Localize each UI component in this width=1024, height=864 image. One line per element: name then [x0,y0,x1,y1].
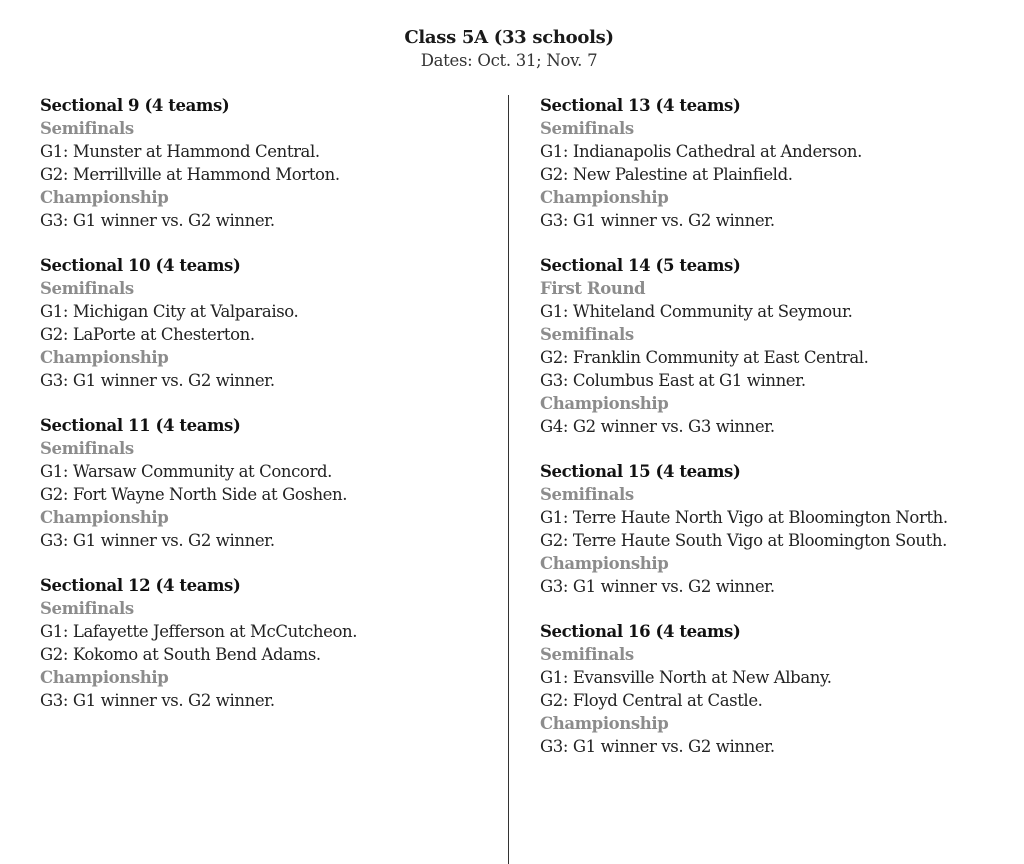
sectional-block [540,254,980,438]
sectional-title: Sectional 13 (4 teams) [540,96,741,115]
game-line: G1: Terre Haute North Vigo at Bloomington North. [540,508,948,527]
sectional-block [540,460,980,598]
sectional-block [40,574,480,712]
round-label: Championship [540,188,669,207]
left-column [40,94,480,734]
game-line: G2: LaPorte at Chesterton. [40,325,255,344]
game-line: G1: Evansville North at New Albany. [540,668,832,687]
game-line: G3: G1 winner vs. G2 winner. [540,211,775,230]
sectional-block [540,620,980,758]
game-line: G3: G1 winner vs. G2 winner. [40,531,275,550]
game-line: G2: Kokomo at South Bend Adams. [40,645,321,664]
round-label: Semifinals [40,439,134,458]
page-header [0,26,1018,72]
game-line: G3: G1 winner vs. G2 winner. [540,737,775,756]
sectional-block [40,254,480,392]
game-line: G1: Lafayette Jefferson at McCutcheon. [40,622,358,641]
sectional-title: Sectional 10 (4 teams) [40,256,241,275]
sectional-title: Sectional 11 (4 teams) [40,416,241,435]
game-line: G3: Columbus East at G1 winner. [540,371,806,390]
round-label: Semifinals [540,325,634,344]
sectional-block [40,94,480,232]
sectional-block [540,94,980,232]
round-label: Semifinals [40,599,134,618]
sectional-title: Sectional 15 (4 teams) [540,462,741,481]
column-divider [508,95,509,864]
game-line: G1: Warsaw Community at Concord. [40,462,332,481]
round-label: Semifinals [40,279,134,298]
game-line: G4: G2 winner vs. G3 winner. [540,417,775,436]
game-line: G1: Munster at Hammond Central. [40,142,320,161]
game-line: G2: Terre Haute South Vigo at Bloomington South. [540,531,947,550]
game-line: G3: G1 winner vs. G2 winner. [540,577,775,596]
page-title: Class 5A (33 schools) [404,27,614,48]
round-label: Championship [40,348,169,367]
round-label: Championship [40,188,169,207]
round-label: Semifinals [540,485,634,504]
dates-line: Dates: Oct. 31; Nov. 7 [420,51,598,70]
sectional-title: Sectional 9 (4 teams) [40,96,230,115]
round-label: Semifinals [40,119,134,138]
round-label: Championship [40,668,169,687]
game-line: G2: New Palestine at Plainfield. [540,165,793,184]
game-line: G3: G1 winner vs. G2 winner. [40,211,275,230]
game-line: G2: Fort Wayne North Side at Goshen. [40,485,348,504]
sectional-title: Sectional 14 (5 teams) [540,256,741,275]
round-label: Semifinals [540,645,634,664]
game-line: G3: G1 winner vs. G2 winner. [40,371,275,390]
game-line: G3: G1 winner vs. G2 winner. [40,691,275,710]
round-label: Championship [540,554,669,573]
sectional-title: Sectional 12 (4 teams) [40,576,241,595]
game-line: G2: Floyd Central at Castle. [540,691,763,710]
round-label: Championship [540,394,669,413]
sectional-block [40,414,480,552]
round-label: Championship [40,508,169,527]
sectional-title: Sectional 16 (4 teams) [540,622,741,641]
right-column [540,94,980,780]
round-label: Championship [540,714,669,733]
game-line: G2: Franklin Community at East Central. [540,348,869,367]
game-line: G1: Indianapolis Cathedral at Anderson. [540,142,862,161]
game-line: G2: Merrillville at Hammond Morton. [40,165,340,184]
game-line: G1: Whiteland Community at Seymour. [540,302,853,321]
game-line: G1: Michigan City at Valparaiso. [40,302,299,321]
round-label: Semifinals [540,119,634,138]
round-label: First Round [540,279,646,298]
